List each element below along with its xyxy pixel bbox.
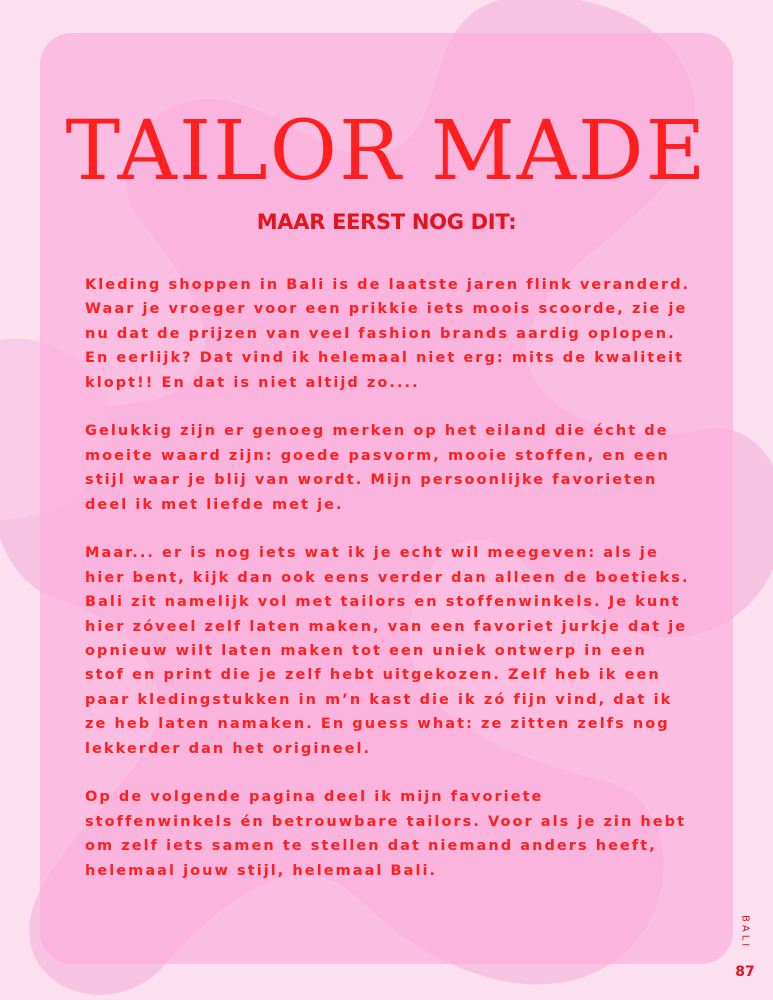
text-line: deel ik met liefde met je. <box>85 496 344 513</box>
paragraph-4 <box>85 785 725 883</box>
text-line: Maar... er is nog iets wat ik je echt wil meegeven: als je <box>85 545 659 562</box>
text-line: paar kledingstukken in m’n kast die ik zó fijn vind, dat ik <box>85 691 673 708</box>
page-number: 87 <box>735 964 755 980</box>
text-line: lekkerder dan het origineel. <box>85 740 372 757</box>
text-line: om zelf iets samen te stellen dat niemand anders heeft, <box>85 838 657 855</box>
section-side-label: BALI <box>739 914 751 950</box>
article-body <box>85 273 725 908</box>
paragraph-2 <box>85 419 725 517</box>
text-line: Bali zit namelijk vol met tailors en stoffenwinkels. Je kunt <box>85 594 681 611</box>
text-line: stijl waar je blij van wordt. Mijn persoonlijke favorieten <box>85 472 658 489</box>
text-line: Waar je vroeger voor een prikkie iets moois scoorde, zie je <box>85 301 688 318</box>
text-line: opnieuw wilt laten maken tot een uniek ontwerp in een <box>85 643 647 660</box>
text-line: helemaal jouw stijl, helemaal Bali. <box>85 862 438 879</box>
text-line: Gelukkig zijn er genoeg merken op het eiland die écht de <box>85 423 669 440</box>
text-line: Kleding shoppen in Bali is de laatste jaren flink veranderd. <box>85 277 691 293</box>
text-line: Op de volgende pagina deel ik mijn favoriete <box>85 789 544 806</box>
paragraph-3 <box>85 541 725 761</box>
text-line: moeite waard zijn: goede pasvorm, mooie stoffen, en een <box>85 447 670 464</box>
text-line: klopt!! En dat is niet altijd zo.... <box>85 374 420 391</box>
page-title: TAILOR MADE <box>65 104 708 199</box>
text-line: hier zóveel zelf laten maken, van een favoriet jurkje dat je <box>85 618 688 635</box>
text-line: stoffenwinkels én betrouwbare tailors. Voor als je zin hebt <box>85 813 687 830</box>
text-line: stof en print die je zelf hebt uitgekozen. Zelf heb ik een <box>85 667 661 684</box>
paragraph-1 <box>85 273 725 395</box>
text-line: hier bent, kijk dan ook eens verder dan alleen de boetieks. <box>85 569 690 586</box>
text-line: nu dat de prijzen van veel fashion brands aardig oplopen. <box>85 325 676 342</box>
page-subtitle: MAAR EERST NOG DIT: <box>256 210 517 234</box>
text-line: En eerlijk? Dat vind ik helemaal niet erg: mits de kwaliteit <box>85 350 685 367</box>
text-line: ze heb laten namaken. En guess what: ze zitten zelfs nog <box>85 716 670 733</box>
